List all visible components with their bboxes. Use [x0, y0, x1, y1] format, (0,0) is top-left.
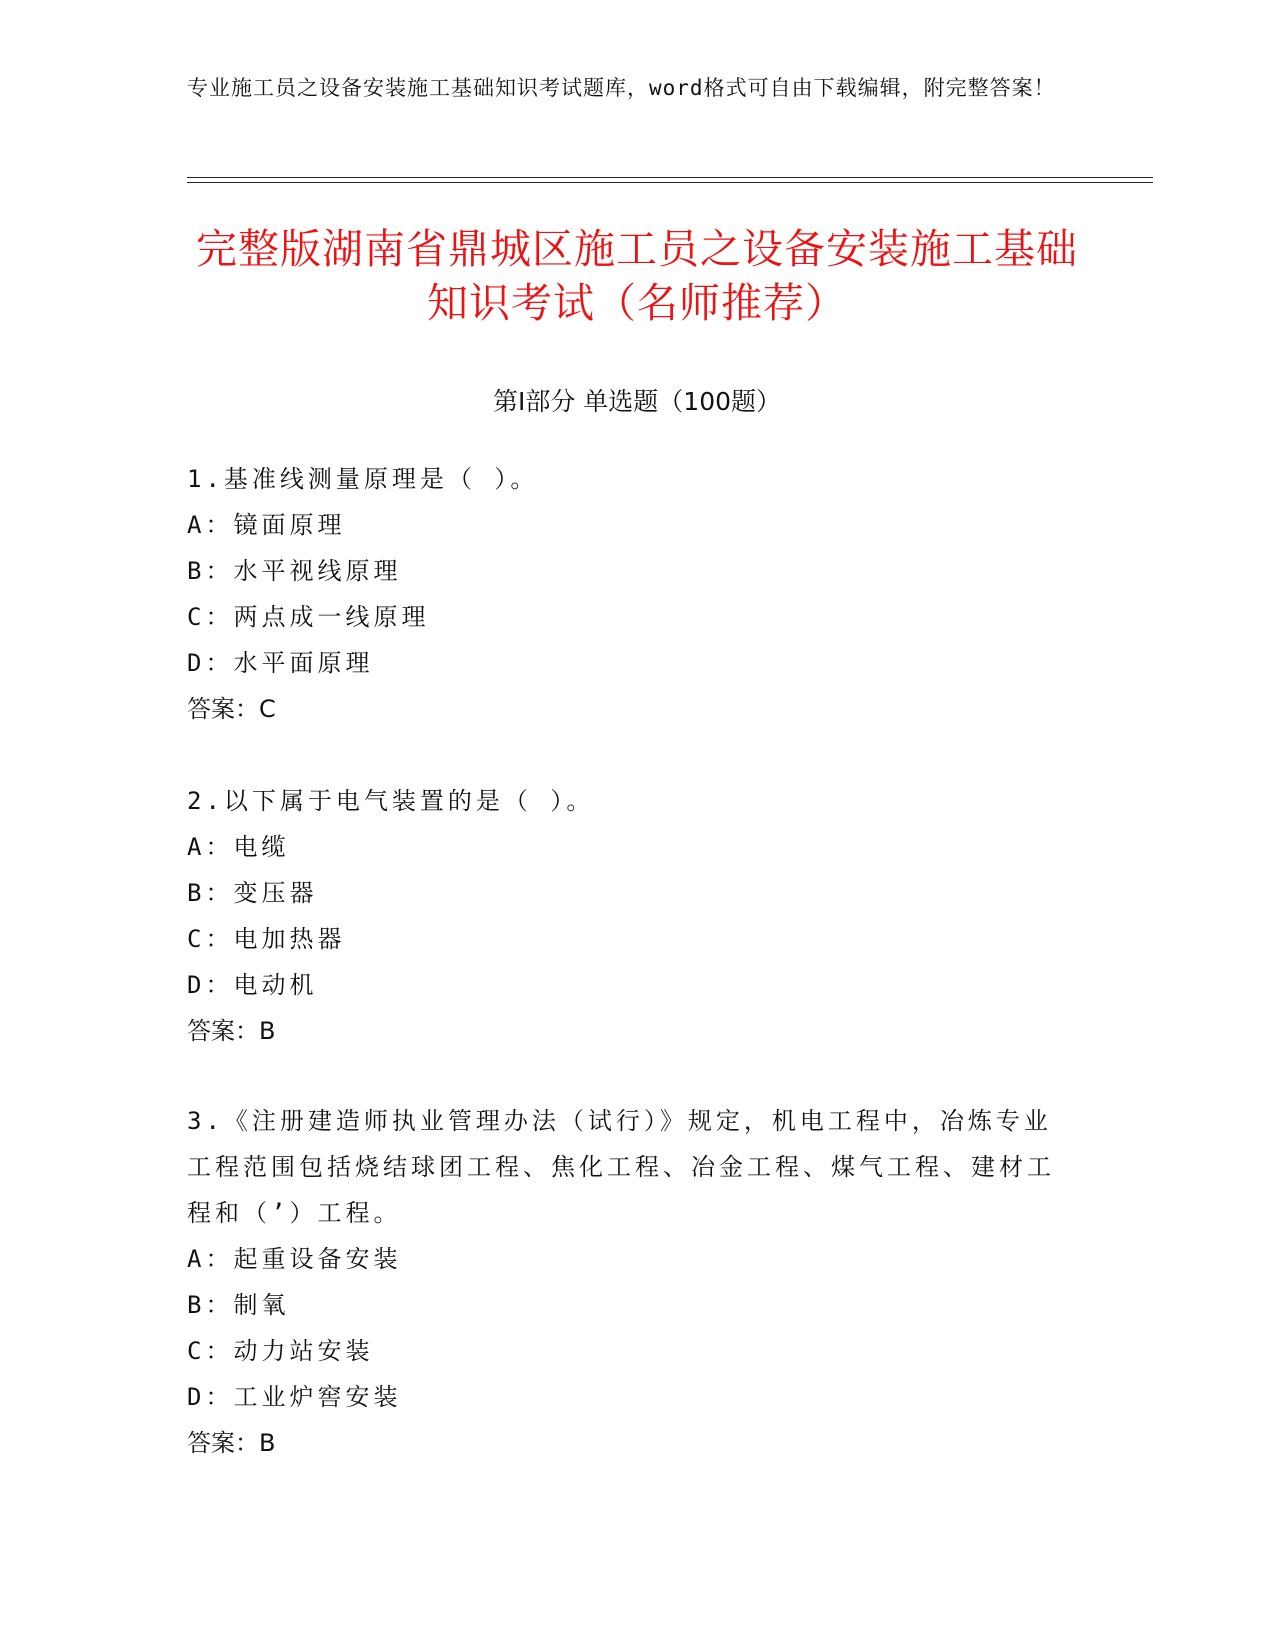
- answer: 答案：B: [187, 1429, 276, 1457]
- question-1: [187, 456, 1067, 732]
- question-2: [187, 778, 1067, 1054]
- option-b: B：制氧: [187, 1291, 290, 1319]
- option-a: A：电缆: [187, 833, 290, 861]
- header-note: 专业施工员之设备安装施工基础知识考试题库，word格式可自由下载编辑，附完整答案！: [187, 76, 1056, 100]
- option-c: C：动力站安装: [187, 1337, 374, 1365]
- option-a: A：起重设备安装: [187, 1245, 402, 1273]
- question-stem: 3.《注册建造师执业管理办法（试行）》规定，机电工程中，冶炼专业工程范围包括烧结球团工程、焦化工程、冶金工程、煤气工程、建材工程和（’）工程。: [187, 1107, 1055, 1227]
- document-title: 完整版湖南省鼎城区施工员之设备安装施工基础知识考试（名师推荐）: [196, 225, 1078, 327]
- answer: 答案：C: [187, 695, 276, 723]
- answer: 答案：B: [187, 1017, 276, 1045]
- question-stem: 1.基准线测量原理是（ ）。: [187, 465, 539, 493]
- header-divider-bottom: [187, 182, 1153, 183]
- option-d: D：水平面原理: [187, 649, 374, 677]
- option-c: C：电加热器: [187, 925, 346, 953]
- option-a: A：镜面原理: [187, 511, 346, 539]
- option-b: B：水平视线原理: [187, 557, 402, 585]
- question-3: [187, 1098, 1067, 1466]
- question-stem: 2.以下属于电气装置的是（ ）。: [187, 787, 595, 815]
- section-title: 第Ⅰ部分 单选题（100题）: [492, 387, 782, 416]
- header-divider-top: [187, 177, 1153, 178]
- option-d: D：电动机: [187, 971, 318, 999]
- option-c: C：两点成一线原理: [187, 603, 430, 631]
- option-b: B：变压器: [187, 879, 318, 907]
- option-d: D：工业炉窖安装: [187, 1383, 402, 1411]
